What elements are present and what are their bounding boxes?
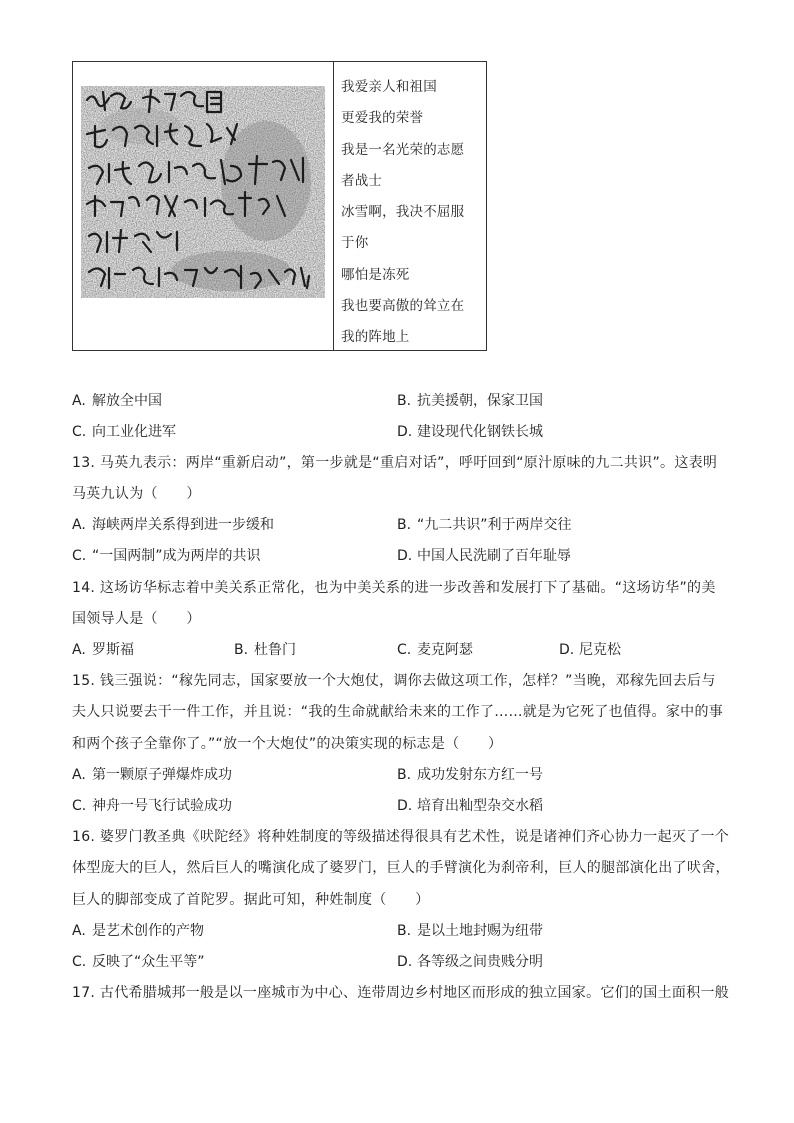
transcript-cell xyxy=(341,72,481,354)
option-text: 杜鲁门 xyxy=(254,642,296,658)
q14-option-a xyxy=(72,640,134,660)
q12-option-d xyxy=(397,422,543,442)
q15-option-c xyxy=(72,796,232,816)
option-label: A. xyxy=(72,517,86,533)
option-label: B. xyxy=(397,923,412,939)
option-label: C. xyxy=(72,798,87,814)
q15-stem-line: 和两个孩子全靠你了。”“放一个大炮仗”的决策实现的标志是（ ） xyxy=(72,736,503,752)
q14-stem-line: 国领导人是（ ） xyxy=(72,611,201,627)
q15-option-d xyxy=(397,796,543,816)
q14-option-b xyxy=(234,640,296,660)
option-text: 向工业化进军 xyxy=(92,424,176,440)
option-text: “九二共识”利于两岸交往 xyxy=(417,517,572,533)
option-label: C. xyxy=(72,954,87,970)
q15-option-b xyxy=(397,765,543,785)
q12-option-a xyxy=(72,391,162,411)
transcript-line: 于你 xyxy=(341,235,369,252)
handwritten-letter-image xyxy=(81,86,325,298)
option-text: 培育出籼型杂交水稻 xyxy=(417,798,543,814)
option-text: 各等级之间贵贱分明 xyxy=(417,954,543,970)
option-label: D. xyxy=(559,642,575,658)
q13-stem-line: 马英九认为（ ） xyxy=(72,486,201,502)
q15-stem-line: 夫人只说要去干一件工作，并且说：“我的生命就献给未来的工作了……就是为它死了也值得。家中的事 xyxy=(72,704,724,720)
q14-option-c xyxy=(397,640,473,660)
q16-option-a xyxy=(72,921,204,941)
q14-stem-line: 14. 这场访华标志着中美关系正常化，也为中美关系的进一步改善和发展打下了基础。“这场访华”的美 xyxy=(72,580,716,596)
option-label: D. xyxy=(397,424,413,440)
q14-option-d xyxy=(559,640,621,660)
transcript-line: 冰雪啊，我决不屈服 xyxy=(341,204,465,221)
transcript-line: 我也要高傲的耸立在 xyxy=(341,298,465,315)
q13-option-c xyxy=(72,546,261,566)
option-label: B. xyxy=(234,642,249,658)
transcript-line: 哪怕是冻死 xyxy=(341,266,410,283)
transcript-line: 我的阵地上 xyxy=(341,329,410,346)
option-label: C. xyxy=(72,424,87,440)
option-label: D. xyxy=(397,954,413,970)
option-label: A. xyxy=(72,923,86,939)
option-label: B. xyxy=(397,767,412,783)
q16-stem-line: 16. 婆罗门教圣典《吠陀经》将种姓制度的等级描述得很具有艺术性，说是诸神们齐心协力一起灭了一个 xyxy=(72,829,730,845)
option-label: C. xyxy=(397,642,412,658)
option-text: 神舟一号飞行试验成功 xyxy=(92,798,232,814)
option-label: D. xyxy=(397,798,413,814)
transcript-line: 更爱我的荣誉 xyxy=(341,110,424,127)
option-text: 成功发射东方红一号 xyxy=(417,767,543,783)
q13-option-b xyxy=(397,515,572,535)
figure-table xyxy=(72,61,487,351)
option-label: D. xyxy=(397,548,413,564)
option-label: A. xyxy=(72,393,86,409)
handwriting-photo-cell xyxy=(73,62,334,350)
q16-stem-line: 体型庞大的巨人，然后巨人的嘴演化成了婆罗门，巨人的手臂演化为刹帝利，巨人的腿部演化出了吠舍， xyxy=(72,860,730,876)
option-text: 尼克松 xyxy=(579,642,621,658)
option-text: 解放全中国 xyxy=(92,393,162,409)
option-text: 建设现代化钢铁长城 xyxy=(417,424,543,440)
q13-option-d xyxy=(397,546,571,566)
option-label: A. xyxy=(72,767,86,783)
q16-option-d xyxy=(397,952,543,972)
option-label: A. xyxy=(72,642,86,658)
option-text: 反映了“众生平等” xyxy=(92,954,205,970)
option-text: 抗美援朝，保家卫国 xyxy=(417,393,543,409)
transcript-line: 我爱亲人和祖国 xyxy=(341,79,437,95)
q15-option-a xyxy=(72,765,232,785)
q12-option-c xyxy=(72,422,176,442)
option-text: 是艺术创作的产物 xyxy=(92,923,204,939)
option-text: 海峡两岸关系得到进一步缓和 xyxy=(92,517,274,533)
option-text: 第一颗原子弹爆炸成功 xyxy=(92,767,232,783)
q13-stem-line: 13. 马英九表示：两岸“重新启动”，第一步就是“重启对话”，呼吁回到“原汁原味的九二共识”。这表明 xyxy=(72,455,718,471)
option-text: 中国人民洗刷了百年耻辱 xyxy=(417,548,571,564)
transcript-line: 者战士 xyxy=(341,172,383,189)
option-label: C. xyxy=(72,548,87,564)
option-label: B. xyxy=(397,517,412,533)
q16-stem-line: 巨人的脚部变成了首陀罗。据此可知，种姓制度（ ） xyxy=(72,892,430,908)
option-label: B. xyxy=(397,393,412,409)
option-text: 是以土地封赐为纽带 xyxy=(417,923,543,939)
q12-option-b xyxy=(397,391,543,411)
q16-option-c xyxy=(72,952,205,972)
option-text: “一国两制”成为两岸的共识 xyxy=(92,548,261,564)
q16-option-b xyxy=(397,921,543,941)
q15-stem-line: 15. 钱三强说：“稼先同志，国家要放一个大炮仗，调你去做这项工作，怎样？”当晚，邓稼先回去后与 xyxy=(72,673,716,689)
option-text: 麦克阿瑟 xyxy=(417,642,473,658)
q17-stem-line: 17. 古代希腊城邦一般是以一座城市为中心、连带周边乡村地区而形成的独立国家。它们的国土面积一般 xyxy=(72,985,730,1001)
q13-option-a xyxy=(72,515,274,535)
transcript-line: 我是一名光荣的志愿 xyxy=(341,141,465,158)
option-text: 罗斯福 xyxy=(92,642,134,658)
